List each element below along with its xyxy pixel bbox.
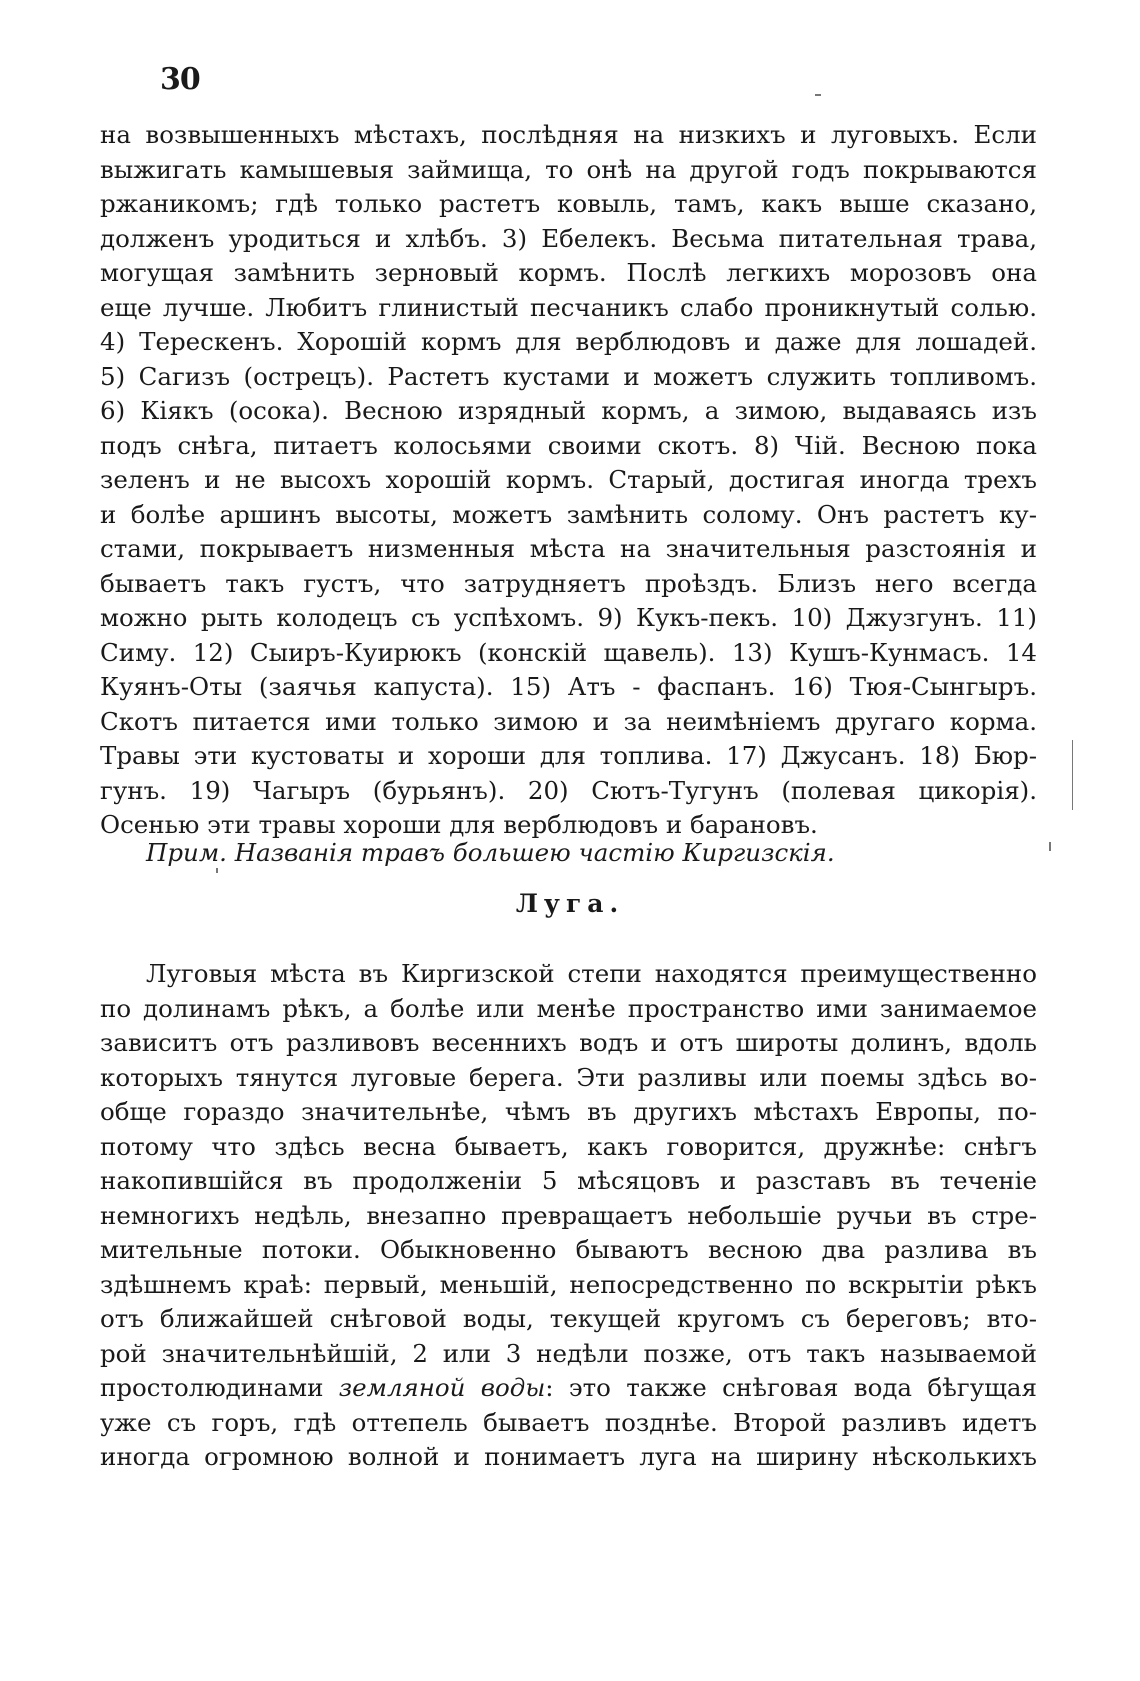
text-line: отъ ближайшей снѣговой воды, текущей кругомъ съ береговъ; вто- bbox=[100, 1304, 1037, 1333]
text-line: накопившійся въ продолженіи 5 мѣсяцовъ и разставъ въ теченіе bbox=[100, 1166, 1037, 1195]
text-line: 5) Сагизъ (острецъ). Растетъ кустами и можетъ служить топливомъ. bbox=[100, 361, 1037, 391]
text-line: зеленъ и не высохъ хорошій кормъ. Старый, достигая иногда трехъ bbox=[100, 465, 1037, 494]
text-line: долженъ уродиться и хлѣбъ. 3) Ебелекъ. Весьма питательная трава, bbox=[100, 223, 1037, 253]
text-line: уже съ горъ, гдѣ оттепель бываетъ позднѣе. Второй разливъ идетъ bbox=[100, 1407, 1037, 1437]
text-line: ржаникомъ; гдѣ только растетъ ковыль, тамъ, какъ выше сказано, bbox=[100, 189, 1037, 218]
text-line: можно рыть колодецъ съ успѣхомъ. 9) Кукъ-пекъ. 10) Джузгунъ. 11) bbox=[100, 603, 1037, 632]
text-line: иногда огромною волной и понимаетъ луга на ширину нѣсколькихъ bbox=[100, 1442, 1037, 1471]
text-line: Скотъ питается ими только зимою и за неимѣніемъ другаго корма. bbox=[100, 706, 1037, 736]
text-run: : это также снѣговая вода бѣгущая bbox=[545, 1373, 1037, 1402]
text-line: по долинамъ рѣкъ, а болѣе или менѣе пространство ими занимаемое bbox=[100, 993, 1037, 1023]
text-line: Симу. 12) Сыиръ-Куирюкъ (конскій щавель). 13) Кушъ-Кунмасъ. 14 bbox=[100, 637, 1037, 667]
text-line: мительные потоки. Обыкновенно бываютъ весною два разлива въ bbox=[100, 1235, 1037, 1264]
text-line: могущая замѣнить зерновый кормъ. Послѣ легкихъ морозовъ она bbox=[100, 258, 1037, 287]
footnote: Прим. Названія травъ большею частію Киргизскія. bbox=[146, 838, 835, 867]
text-line: выжигать камышевыя займища, то онѣ на другой годъ покрываются bbox=[100, 154, 1037, 184]
text-line: подъ снѣга, питаетъ колосьями своими скотъ. 8) Чій. Весною пока bbox=[100, 430, 1037, 460]
text-line: стами, покрываетъ низменныя мѣста на значительныя разстоянія и bbox=[100, 534, 1037, 563]
scan-mark bbox=[1072, 740, 1073, 810]
paragraph-plants bbox=[100, 118, 1037, 843]
text-line: Куянъ-Оты (заячья капуста). 15) Атъ - фаспанъ. 16) Тюя-Сынгыръ. bbox=[100, 672, 1037, 701]
text-line: немногихъ недѣль, внезапно превращаетъ небольшіе ручьи въ стре- bbox=[100, 1200, 1037, 1230]
scan-mark bbox=[815, 94, 821, 96]
text-run: простолюдинами bbox=[100, 1373, 339, 1402]
text-line: потому что здѣсь весна бываетъ, какъ говорится, дружнѣе: снѣгъ bbox=[100, 1131, 1037, 1161]
text-line: Осенью эти травы хороши для верблюдовъ и барановъ. bbox=[100, 810, 818, 839]
text-line-with-italic bbox=[100, 1371, 1037, 1406]
text-line: 6) Кіякъ (осока). Весною изрядный кормъ, а зимою, выдаваясь изъ bbox=[100, 396, 1037, 425]
text-line: зависитъ отъ разливовъ весеннихъ водъ и отъ широты долинъ, вдоль bbox=[100, 1028, 1037, 1057]
paragraph-meadows bbox=[100, 957, 1037, 1475]
text-line: Луговыя мѣста въ Киргизской степи находятся преимущественно bbox=[146, 959, 1037, 988]
text-line: обще гораздо значительнѣе, чѣмъ въ другихъ мѣстахъ Европы, по- bbox=[100, 1097, 1037, 1126]
italic-term: земляной воды bbox=[338, 1373, 546, 1402]
text-line: рой значительнѣйшій, 2 или 3 недѣли позже, отъ такъ называемой bbox=[100, 1338, 1037, 1368]
text-line: 4) Терескенъ. Хорошій кормъ для верблюдовъ и даже для лошадей. bbox=[100, 327, 1037, 356]
section-heading: Луга. bbox=[515, 889, 625, 918]
scan-mark bbox=[1049, 842, 1051, 851]
text-line: которыхъ тянутся луговые берега. Эти разливы или поемы здѣсь во- bbox=[100, 1062, 1037, 1092]
text-line: Травы эти кустоваты и хороши для топлива. 17) Джусанъ. 18) Бюр- bbox=[100, 741, 1037, 770]
scan-mark bbox=[216, 868, 218, 873]
text-line: бываетъ такъ густъ, что затрудняетъ проѣздъ. Близъ него всегда bbox=[100, 568, 1037, 598]
text-line: гунъ. 19) Чагыръ (бурьянъ). 20) Сютъ-Тугунъ (полевая цикорія). bbox=[100, 775, 1037, 805]
text-line: на возвышенныхъ мѣстахъ, послѣдняя на низкихъ и луговыхъ. Если bbox=[100, 120, 1037, 149]
text-line: здѣшнемъ краѣ: первый, меньшій, непосредственно по вскрытіи рѣкъ bbox=[100, 1269, 1037, 1299]
page-number: 30 bbox=[160, 62, 200, 97]
text-line: и болѣе аршинъ высоты, можетъ замѣнить солому. Онъ растетъ ку- bbox=[100, 499, 1037, 529]
text-line: еще лучше. Любитъ глинистый песчаникъ слабо проникнутый солью. bbox=[100, 292, 1037, 322]
